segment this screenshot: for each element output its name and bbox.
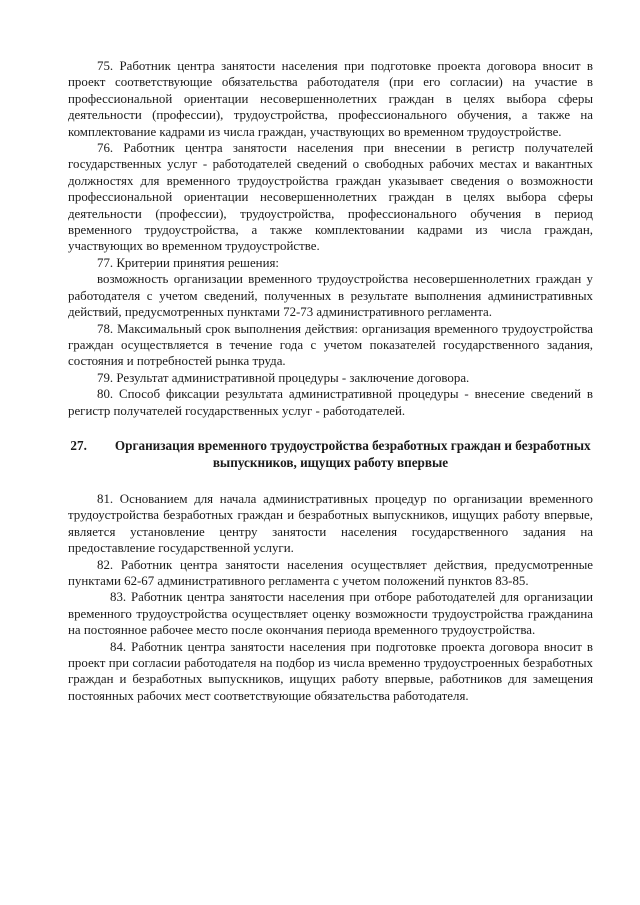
paragraph-77-criteria: возможность организации временного трудоустройства несовершеннолетних граждан у работодателя с учетом сведений, полученных в результате выполнения административных действий, предусмотренных пунктами 72-73 административного регламента.	[68, 272, 593, 320]
paragraph-81: 81. Основанием для начала административных процедур по организации временного трудоустройства безработных граждан и безработных выпускников, ищущих работу впервые, является установление центру занятости населения государственного задания на предоставление государственной услуги.	[68, 491, 593, 556]
document-page	[68, 58, 593, 704]
paragraph-80: 80. Способ фиксации результата административной процедуры - внесение сведений в регистр получателей государственных услуг - работодателей.	[68, 387, 593, 418]
paragraph-83: 83. Работник центра занятости населения при отборе работодателей для организации временного трудоустройства осуществляет оценку возможности трудоустройства гражданина на постоянное рабочее место после окончания периода временного трудоустройства.	[68, 590, 593, 638]
section-heading	[68, 437, 593, 471]
paragraph-77: 77. Критерии принятия решения:	[97, 255, 279, 270]
paragraph-84: 84. Работник центра занятости населения при подготовке проекта договора вносит в проект при согласии работодателя на подбор из числа временно трудоустроенных безработных граждан и безработных выпускников, ищущих работу впервые, работников для замещения постоянных рабочих мест соответствующие обязательства работодателя.	[68, 639, 593, 703]
section-title: Организация временного трудоустройства безработных граждан и безработных выпускников, ищущих работу впервые	[114, 437, 591, 470]
paragraph-76: 76. Работник центра занятости населения при внесении в регистр получателей государственных услуг - работодателей сведений о свободных рабочих местах и вакантных должностях для временного трудоустройства граждан указывает сведения о возможности профессиональной ориентации несовершеннолетних граждан в целях выбора сферы деятельности (профессии), трудоустройства, профессионального обучения в период временного трудоустройства, а также комплектовании кадрами из числа граждан, участвующих во временном трудоустройстве.	[68, 141, 593, 254]
paragraph-79: 79. Результат административной процедуры - заключение договора.	[97, 370, 470, 385]
paragraph-75: 75. Работник центра занятости населения при подготовке проекта договора вносит в проект соответствующие обязательства работодателя (при его согласии) на участие в профессиональной ориентации несовершеннолетних граждан в целях выбора сферы деятельности (профессии), трудоустройства, профессионального обучения, а также на комплектование кадрами из числа граждан, участвующих во временном трудоустройстве.	[68, 59, 593, 139]
section-number: 27.	[70, 437, 87, 453]
paragraph-78: 78. Максимальный срок выполнения действия: организация временного трудоустройства граждан осуществляется в течение года с учетом показателей государственного задания, состояния и потребностей рынка труда.	[68, 321, 593, 369]
paragraph-82: 82. Работник центра занятости населения осуществляет действия, предусмотренные пунктами 62-67 административного регламента с учетом положений пунктов 83-85.	[68, 557, 593, 588]
